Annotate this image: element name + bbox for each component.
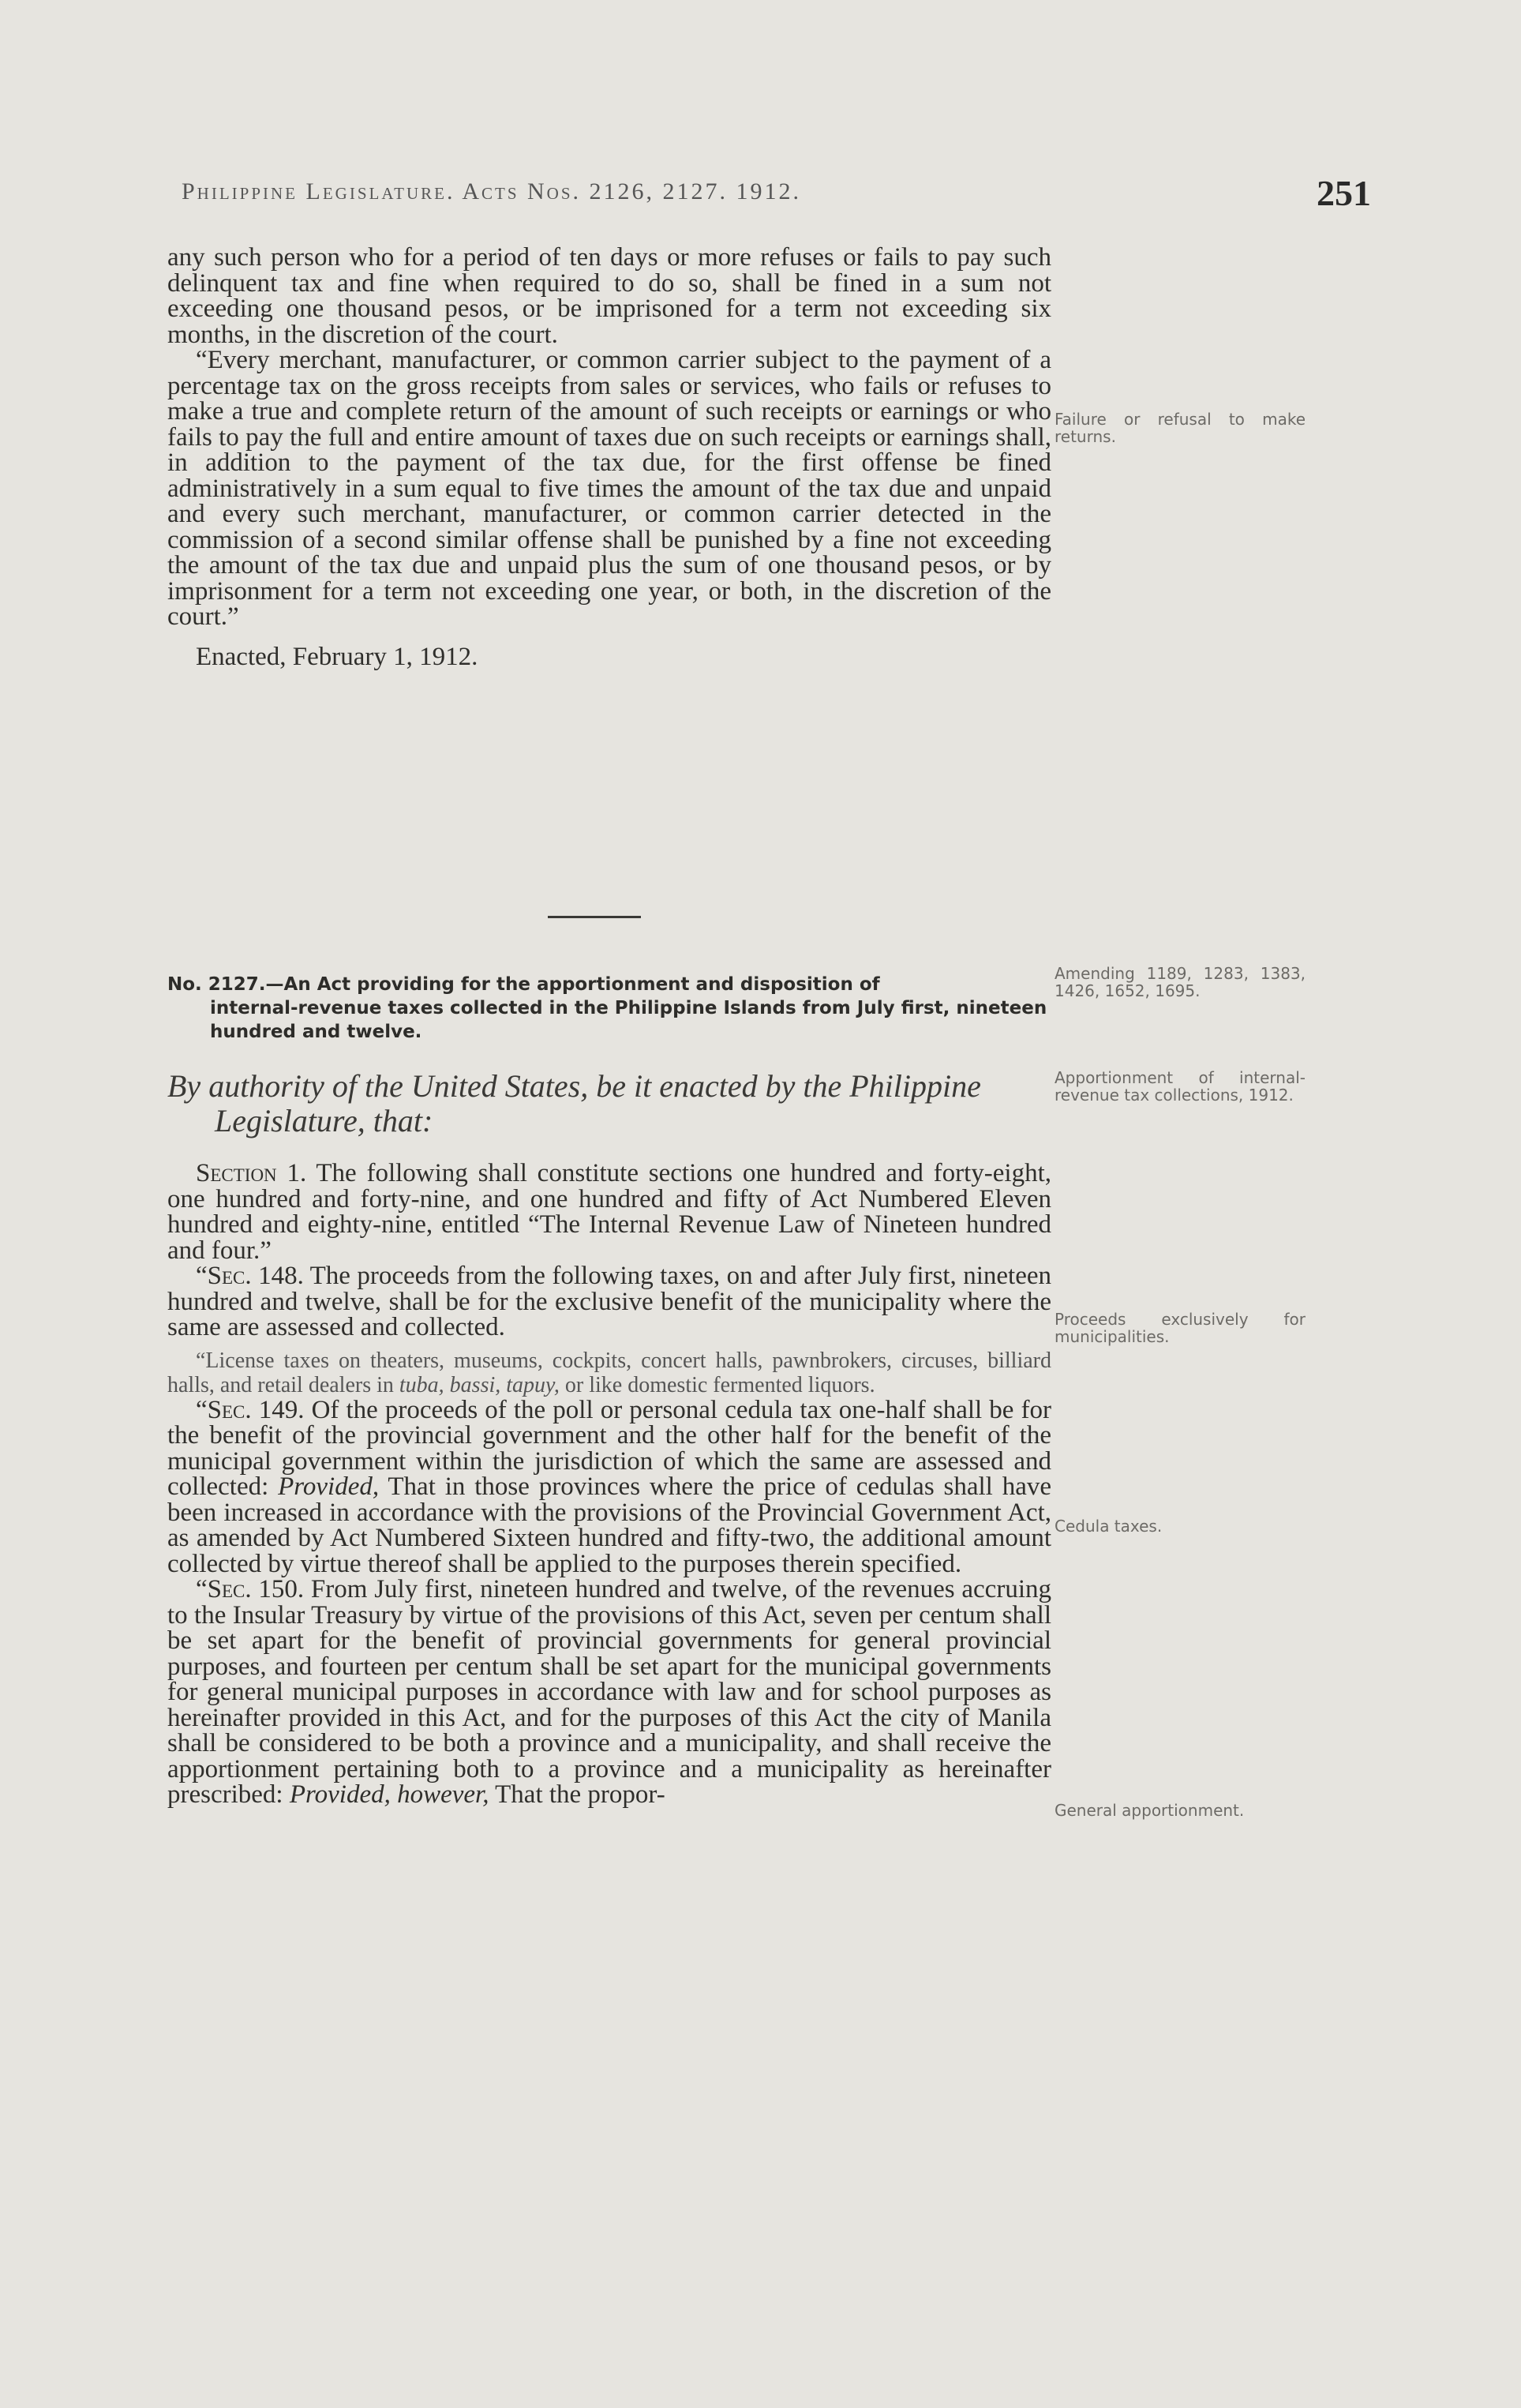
continuation-paragraph: any such person who for a period of ten days or more refuses or fails to pay such delinquent tax and fine when required to do so, shall be fined in a sum not exceeding one thousand pesos, or be imprisoned for a term not exceeding six months, in the discretion of the court. [167,243,1051,349]
section-150 [167,1577,1051,1808]
section-148-label: “Sec. [196,1262,252,1290]
license-text-a: “License taxes on theaters, museums, cockpits, concert halls, pawnbrokers, circuses, billiard halls, and retail dealers in [167,1348,1051,1397]
license-taxes-paragraph [167,1348,1051,1397]
page-number: 251 [1317,173,1371,213]
section-150-label: “Sec. [196,1575,252,1603]
act-title [167,973,1051,1044]
section-148-text: 148. The proceeds from the following taxes, on and after July first, nineteen hundred and twelve, shall be for the exclusive benefit of the municipality where the same are assessed and collected. [167,1262,1051,1341]
enacting-clause-rest: Legislature, that: [215,1103,433,1138]
section-1-text: 1. The following shall constitute sections one hundred and forty-eight, one hundred and forty-nine, and one hundred and fifty of Act Numbered Eleven hundred and eighty-nine, entitled “The Internal Revenue Law of Nineteen hundred and four.” [167,1159,1051,1265]
margin-note-general: General apportionment. [1055,1801,1245,1820]
section-149-text-b: That in those provinces where the price of cedulas shall have been increased in accordance with the provisions of the Provincial Government Act, as amended by Act Numbered Sixteen hundred and fifty-two, the additional amount collected by virtue thereof shall be applied to the purposes therein specified. [167,1472,1051,1578]
margin-note-proceeds: Proceeds exclusively for municipalities. [1055,1310,1306,1346]
sections-block [167,1161,1051,1808]
running-head: Philippine Legislature. Acts Nos. 2126, 2127. 1912. [182,178,802,204]
section-150-text-b: That the propor- [489,1780,665,1809]
merchant-penalty-paragraph: “Every merchant, manufacturer, or common carrier subject to the payment of a percentage tax on the gross receipts from sales or services, who fails or refuses to make a true and complete return of the amount of such receipts or earnings or who fails to pay the full and entire amount of taxes due on such receipts or earnings shall, in addition to the payment of the tax due, for the first offense be fined administratively in a sum equal to five times the amount of the tax due and unpaid and every such merchant, manufacturer, or common carrier detected in the commission of a second similar offense shall be punished by a fine not exceeding the amount of the tax due and unpaid plus the sum of one thousand pesos, or by imprisonment for a term not exceeding one year, or both, in the discretion of the court.” [167,346,1051,631]
continuation-block [167,245,1051,670]
margin-note-cedula: Cedula taxes. [1055,1517,1163,1536]
act-title-rest: internal-revenue taxes collected in the Philippine Islands from July first, nineteen hundred and twelve. [210,998,1047,1042]
section-148 [167,1263,1051,1341]
license-text-b: or like domestic fermented liquors. [559,1372,875,1397]
license-liquors: tuba, bassi, tapuy, [399,1372,560,1397]
section-150-text-a: 150. From July first, nineteen hundred and twelve, of the revenues accruing to the Insular Treasury by virtue of the provisions of this Act, seven per centum shall be set apart for the benefit of provincial governments for general provincial purposes, and fourteen per centum shall be set apart for the municipal governments for general municipal purposes in accordance with law and for school purposes as hereinafter provided in this Act, and for the purposes of this Act the city of Manila shall be considered to be both a province and a municipality, and shall receive the apportionment pertaining both to a province and a municipality as hereinafter prescribed: [167,1575,1051,1809]
enacting-clause-first: By authority of the United States, be it enacted by the Philippine [167,1068,981,1104]
section-149-text-a: 149. Of the proceeds of the poll or personal cedula tax one-half shall be for the benefit of the provincial government and the other half for the benefit of the municipal government within the jurisdiction of which the same are assessed and collected: [167,1395,1051,1501]
act-title-first-line: No. 2127.—An Act providing for the apportionment and disposition of [167,974,880,995]
authority-block [167,1069,1051,1138]
margin-note-apportionment: Apportionment of internal-revenue tax collections, 1912. [1055,1068,1306,1105]
section-150-provided: Provided, however, [289,1780,489,1809]
section-149 [167,1397,1051,1577]
margin-note-amending: Amending 1189, 1283, 1383, 1426, 1652, 1695. [1055,964,1306,1000]
enacting-clause [167,1069,1051,1138]
act-title-block [167,973,1051,1044]
section-1 [167,1161,1051,1263]
enacted-line: Enacted, February 1, 1912. [196,642,478,671]
section-149-provided: Provided, [278,1472,380,1501]
section-1-label: Section [196,1159,277,1187]
section-149-label: “Sec. [196,1395,252,1424]
margin-note-failure: Failure or refusal to make returns. [1055,410,1306,446]
section-divider-rule [548,916,641,918]
